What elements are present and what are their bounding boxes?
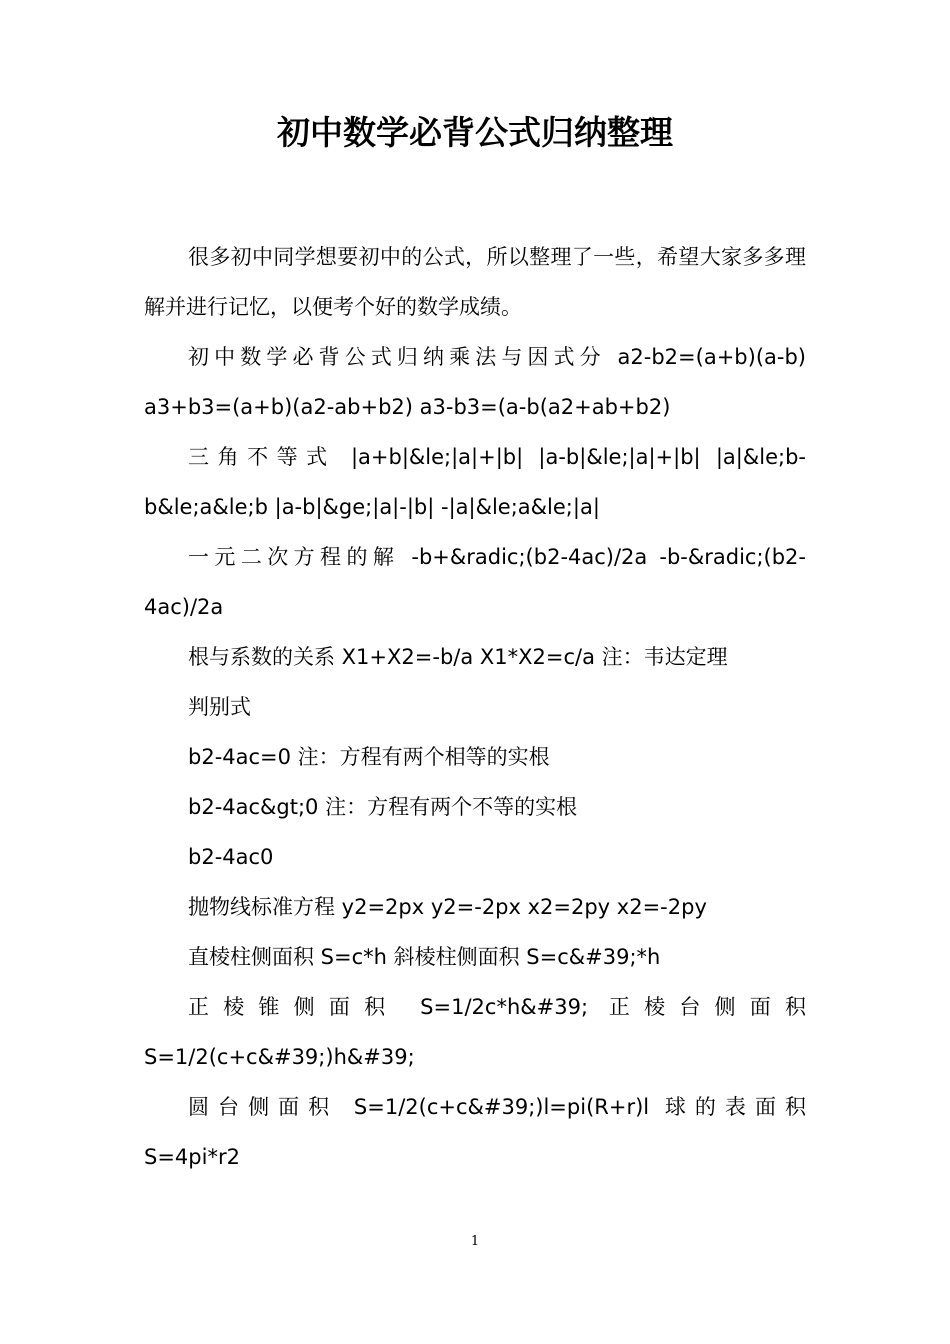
paragraph-factoring: 初中数学必背公式归纳乘法与因式分 a2-b2=(a+b)(a-b) a3+b3=(a+b)(a2-ab+b2) a3-b3=(a-b(a2+ab+b2)	[144, 345, 806, 419]
paragraph-discriminant-zero: b2-4ac=0 注：方程有两个相等的实根	[188, 745, 550, 769]
page-number: 1	[470, 1234, 480, 1249]
paragraph-intro: 很多初中同学想要初中的公式，所以整理了一些，希望大家多多理解并进行记忆，以便考个好的数学成绩。	[144, 245, 806, 319]
paragraph-frustum-sphere-area: 圆台侧面积 S=1/2(c+c&#39;)l=pi(R+r)l 球的表面积 S=4pi*r2	[144, 1095, 806, 1169]
paragraph-vieta: 根与系数的关系 X1+X2=-b/a X1*X2=c/a 注：韦达定理	[188, 645, 728, 669]
paragraph-discriminant: 判别式	[188, 695, 251, 719]
paragraph-pyramid-area: 正棱锥侧面积 S=1/2c*h&#39; 正棱台侧面积 S=1/2(c+c&#39;)h&#39;	[144, 995, 806, 1069]
document-title: 初中数学必背公式归纳整理	[277, 113, 673, 152]
paragraph-discriminant-positive: b2-4ac&gt;0 注：方程有两个不等的实根	[188, 795, 578, 819]
paragraph-triangle-inequality: 三角不等式 |a+b|&le;|a|+|b| |a-b|&le;|a|+|b| |a|&le;b-b&le;a&le;b |a-b|&ge;|a|-|b| -|a|&le;a&le;|a|	[144, 445, 806, 519]
paragraph-prism-area: 直棱柱侧面积 S=c*h 斜棱柱侧面积 S=c&#39;*h	[188, 945, 661, 969]
paragraph-parabola: 抛物线标准方程 y2=2px y2=-2px x2=2py x2=-2py	[188, 895, 707, 919]
paragraph-quadratic-solution: 一元二次方程的解 -b+&radic;(b2-4ac)/2a -b-&radic;(b2-4ac)/2a	[144, 545, 806, 619]
paragraph-discriminant-negative: b2-4ac0	[188, 845, 274, 869]
